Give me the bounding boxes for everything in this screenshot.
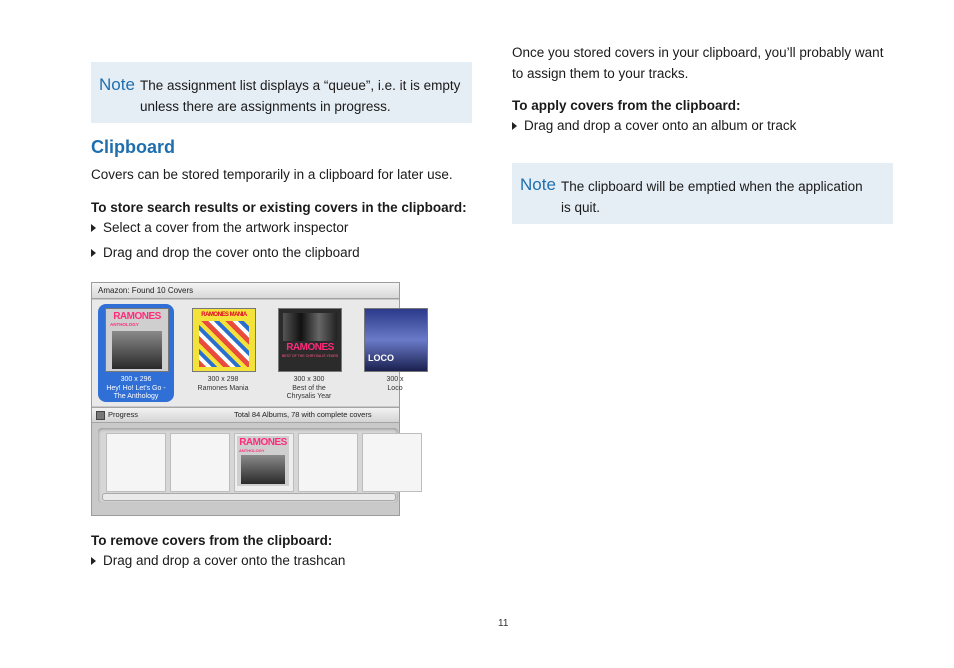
- apply-item: [512, 116, 796, 136]
- right-intro-line-2: to assign them to your tracks.: [512, 66, 689, 81]
- cover-title: Hey! Ho! Let's Go -: [106, 384, 166, 392]
- remove-heading: To remove covers from the clipboard:: [91, 533, 333, 548]
- progress-toggle-icon[interactable]: [96, 411, 105, 420]
- clipboard-drop-area[interactable]: [98, 428, 398, 503]
- cover-title: Chrysalis Year: [286, 393, 332, 400]
- cover-result-item[interactable]: [98, 304, 174, 402]
- cover-size: 300 x 300: [293, 376, 325, 383]
- note-box-clipboard: [512, 163, 893, 224]
- progress-label: Progress: [108, 410, 139, 419]
- cover-result-item[interactable]: [357, 304, 433, 402]
- note-label: Note: [99, 75, 135, 94]
- progress-status: Total 84 Albums, 78 with complete covers: [234, 410, 372, 419]
- remove-item: [91, 551, 345, 571]
- section-heading-clipboard: Clipboard: [91, 137, 175, 157]
- cover-art-image: LOCO: [364, 308, 428, 372]
- store-item-text: Select a cover from the artwork inspector: [103, 220, 349, 235]
- clipboard-cover-image[interactable]: RAMONES ANTHOLOGY: [237, 436, 289, 486]
- cover-art-image: RAMONES BEST OF THE CHRYSALIS YEARS: [278, 308, 342, 372]
- store-item: [91, 243, 360, 263]
- note-box-assignment: [91, 62, 472, 123]
- note-line-2: is quit.: [561, 200, 601, 215]
- remove-item-text: Drag and drop a cover onto the trashcan: [103, 553, 346, 568]
- progress-bar: [92, 407, 399, 423]
- cover-title: Loco: [387, 384, 403, 392]
- bullet-triangle-icon: [91, 557, 96, 565]
- store-item-text: Drag and drop the cover onto the clipboard: [103, 245, 360, 260]
- cover-size: 300 x: [386, 376, 404, 383]
- cover-title: Ramones Mania: [197, 384, 249, 392]
- cover-results-area: [92, 300, 404, 406]
- cover-title: The Anthology: [113, 393, 159, 400]
- search-result-header: Amazon: Found 10 Covers: [92, 283, 399, 299]
- note-line-1: The clipboard will be emptied when the application: [561, 179, 863, 194]
- clipboard-slot[interactable]: [106, 433, 166, 492]
- note-label: Note: [520, 175, 556, 194]
- clipboard-slot[interactable]: [362, 433, 422, 492]
- cover-result-item[interactable]: [271, 304, 347, 402]
- note-line-2: unless there are assignments in progress.: [140, 99, 391, 114]
- cover-size: 300 x 298: [207, 376, 239, 383]
- apply-item-text: Drag and drop a cover onto an album or track: [524, 118, 797, 133]
- cover-title: Best of the: [292, 384, 326, 392]
- store-heading: To store search results or existing covers in the clipboard:: [91, 200, 467, 215]
- clipboard-slot[interactable]: [234, 433, 294, 492]
- apply-heading: To apply covers from the clipboard:: [512, 98, 741, 113]
- page-number: 11: [498, 618, 509, 629]
- clipboard-intro: Covers can be stored temporarily in a clipboard for later use.: [91, 167, 453, 182]
- cover-art-image: RAMONES ANTHOLOGY: [105, 308, 169, 372]
- note-line-1: The assignment list displays a “queue”, i.e. it is empty: [140, 78, 461, 93]
- bullet-triangle-icon: [512, 122, 517, 130]
- cover-art-image: RAMONES MANIA: [192, 308, 256, 372]
- cover-result-item[interactable]: [185, 304, 261, 402]
- store-item: [91, 218, 348, 238]
- bullet-triangle-icon: [91, 249, 96, 257]
- clipboard-slot[interactable]: [170, 433, 230, 492]
- artwork-inspector-screenshot: [91, 282, 404, 516]
- bullet-triangle-icon: [91, 224, 96, 232]
- clipboard-scrollbar[interactable]: [102, 493, 396, 501]
- cover-size: 300 x 296: [120, 376, 152, 383]
- clipboard-slot[interactable]: [298, 433, 358, 492]
- right-intro-line-1: Once you stored covers in your clipboard, you’ll probably want: [512, 45, 884, 60]
